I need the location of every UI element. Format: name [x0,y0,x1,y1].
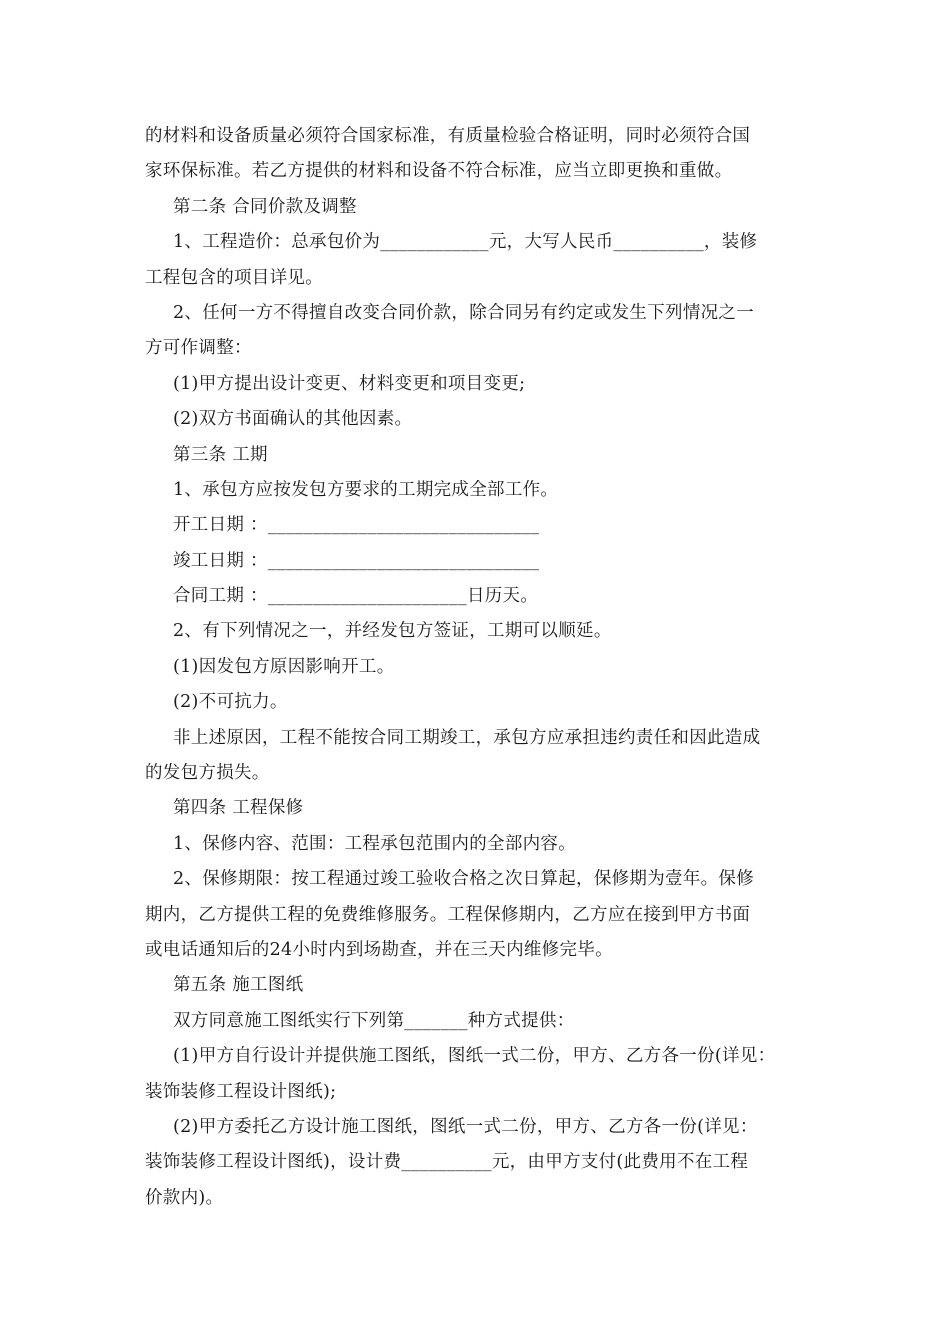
paragraph-line: 家环保标准。若乙方提供的材料和设备不符合标准，应当立即更换和重做。 [145,161,733,182]
section-heading: 第五条 施工图纸 [173,975,304,996]
paragraph-line: 1、工程造价：总承包价为____________元，大写人民币__________，装修 [173,232,758,253]
section-heading: 第四条 工程保修 [173,798,304,819]
paragraph-line: 的材料和设备质量必须符合国家标准，有质量检验合格证明，同时必须符合国 [145,126,751,146]
paragraph-line: 方可作调整： [145,338,252,359]
section-heading: 第二条 合同价款及调整 [173,196,357,217]
paragraph-line: 装饰装修工程设计图纸)，设计费__________元，由甲方支付(此费用不在工程 [145,1152,749,1173]
paragraph-line: 的发包方损失。 [145,763,270,784]
contract-duration-field: 合同工期 ：______________________日历天。 [173,586,539,607]
section-heading: 第三条 工期 [173,444,268,465]
list-item: (1)因发包方原因影响开工。 [173,656,395,677]
start-date-field: 开工日期 ：______________________________ [173,515,540,536]
paragraph-line: 2、任何一方不得擅自改变合同价款，除合同另有约定或发生下列情况之一 [173,302,755,323]
list-item: (2)不可抗力。 [173,692,288,713]
paragraph-line: 价款内)。 [145,1187,224,1208]
list-item: (1)甲方自行设计并提供施工图纸，图纸一式二份，甲方、乙方各一份(详见： [173,1046,776,1067]
completion-date-field: 竣工日期 ：______________________________ [173,550,540,571]
paragraph-line: 工程包含的项目详见。 [145,267,323,288]
paragraph-line: 2、保修期限：按工程通过竣工验收合格之次日算起，保修期为壹年。保修 [173,869,755,890]
list-item: (2)甲方委托乙方设计施工图纸，图纸一式二份，甲方、乙方各一份(详见： [173,1116,758,1137]
paragraph-line: 1、保修内容、范围：工程承包范围内的全部内容。 [173,833,577,854]
paragraph-line: 双方同意施工图纸实行下列第_______种方式提供： [173,1010,575,1031]
list-item: (2)双方书面确认的其他因素。 [173,409,413,430]
paragraph-line: 期内，乙方提供工程的免费维修服务。工程保修期内，乙方应在接到甲方书面 [145,904,751,925]
paragraph-line: 或电话通知后的24小时内到场勘查，并在三天内维修完毕。 [145,939,613,960]
document-body [145,119,810,1216]
list-item: (1)甲方提出设计变更、材料变更和项目变更; [173,373,526,394]
paragraph-line: 2、有下列情况之一，并经发包方签证，工期可以顺延。 [173,621,612,642]
paragraph-line: 1、承包方应按发包方要求的工期完成全部工作。 [173,479,559,500]
paragraph-line: 非上述原因，工程不能按合同工期竣工，承包方应承担违约责任和因此造成 [173,727,761,748]
paragraph-line: 装饰装修工程设计图纸); [145,1081,337,1102]
